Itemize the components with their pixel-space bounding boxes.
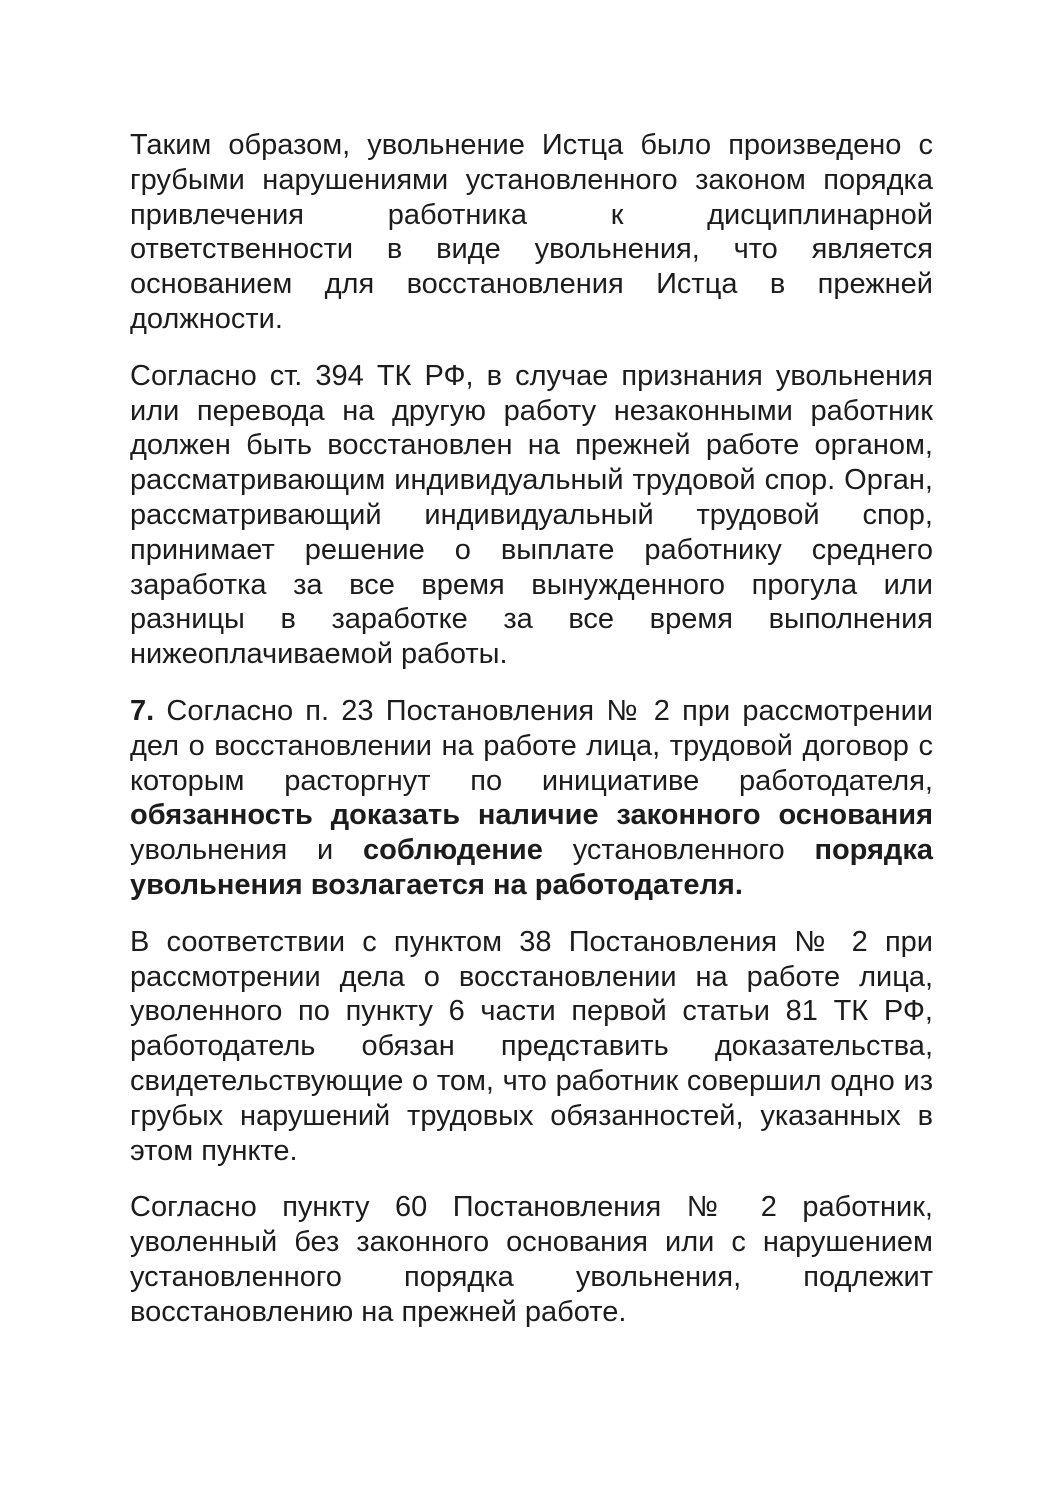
- paragraph-number: 7.: [130, 694, 155, 727]
- paragraph-item-38: В соответствии с пунктом 38 Постановления № 2 при рассмотрении дела о восстановлении на работе лица, уволенного по пункту 6 части первой статьи 81 ТК РФ, работодатель обязан представить доказательства, свидетельствующие о том, что работник совершил одно из грубых нарушений трудовых обязанностей, указанных в этом пункте.: [130, 925, 933, 1167]
- bold-phrase: соблюдение: [363, 834, 543, 867]
- bold-phrase: обязанность доказать наличие законного основания: [130, 799, 933, 832]
- paragraph-text: установленного: [542, 834, 815, 867]
- paragraph-item-60: Согласно пункту 60 Постановления № 2 работник, уволенный без законного основания или с нарушением установленного порядка увольнения, подлежит восстановлению на прежней работе.: [130, 1191, 933, 1328]
- bold-phrase: порядка увольнения возлагается на работодателя.: [130, 834, 933, 901]
- paragraph-item-7: [130, 694, 933, 903]
- document-page: [130, 128, 933, 1352]
- paragraph-text: Согласно п. 23 Постановления № 2 при рассмотрении дел о восстановлении на работе лица, трудовой договор с которым расторгнут по инициативе работодателя,: [130, 694, 933, 797]
- paragraph-article-394: Согласно ст. 394 ТК РФ, в случае признания увольнения или перевода на другую работу незаконными работник должен быть восстановлен на прежней работе органом, рассматривающим индивидуальный трудовой спор. Орган, рассматривающий индивидуальный трудовой спор, принимает решение о выплате работнику среднего заработка за все время вынужденного прогула или разницы в заработке за все время выполнения нижеоплачиваемой работы.: [130, 359, 933, 671]
- paragraph-text: увольнения и: [130, 834, 364, 867]
- paragraph-dismissal-conclusion: Таким образом, увольнение Истца было произведено с грубыми нарушениями установленного законом порядка привлечения работника к дисциплинарной ответственности в виде увольнения, что является основанием для восстановления Истца в прежней должности.: [130, 129, 933, 335]
